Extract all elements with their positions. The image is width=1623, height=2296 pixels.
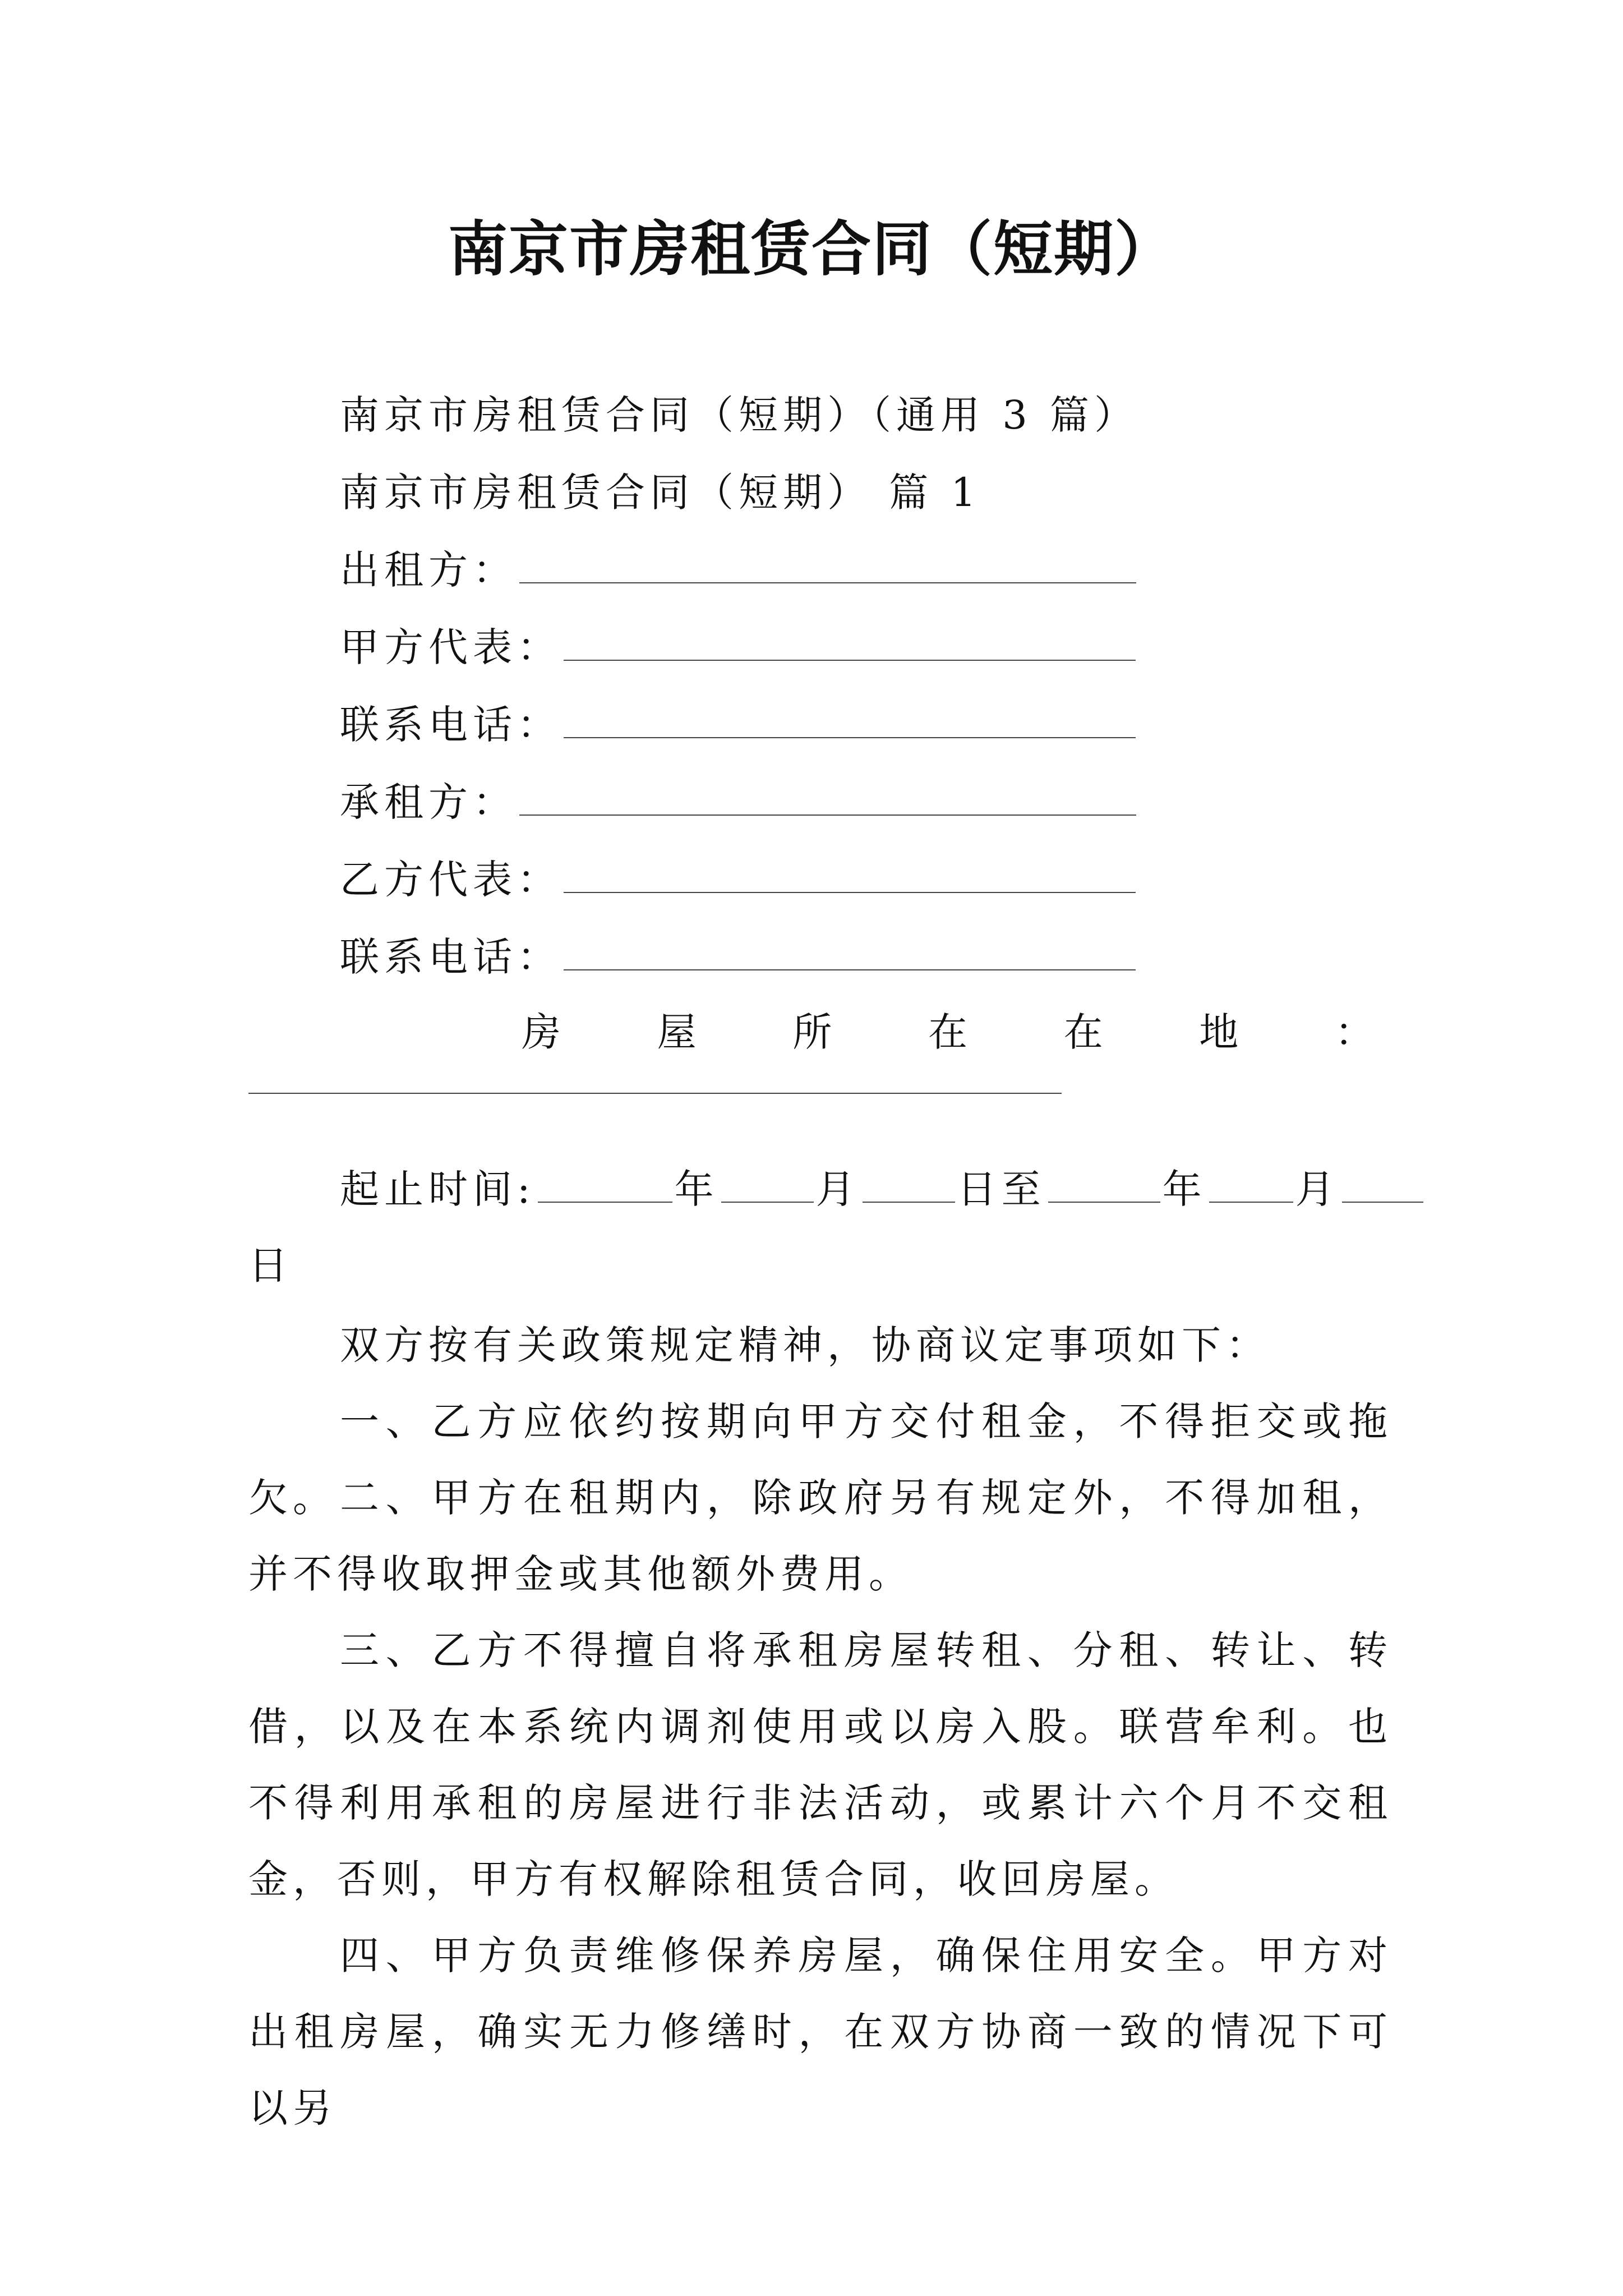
term-field — [340, 1161, 1426, 1217]
party-b-rep-field — [340, 852, 1138, 908]
location-char: ： — [1334, 1009, 1374, 1055]
phone-a-blank[interactable] — [564, 709, 1136, 738]
document-title: 南京市房租赁合同（短期） — [448, 214, 1175, 284]
end-day-blank[interactable] — [1342, 1174, 1423, 1203]
term-day-to: 日至 — [957, 1166, 1046, 1212]
lessor-field — [340, 542, 1138, 598]
section-heading: 南京市房租赁合同（短期） 篇 1 — [340, 470, 981, 516]
term-month2: 月 — [1295, 1166, 1340, 1212]
location-char: 所 — [792, 1009, 832, 1055]
end-month-blank[interactable] — [1209, 1174, 1293, 1203]
end-year-blank[interactable] — [1048, 1174, 1160, 1203]
lessee-field — [340, 774, 1138, 830]
clause-2: 二、甲方在租期内，除政府另有规定外，不得加租，并不得收取押金或其他额外费用。 — [248, 1475, 1393, 1597]
lessor-blank[interactable] — [519, 554, 1136, 583]
term-day-end: 日 — [248, 1243, 293, 1289]
intro-paragraph: 双方按有关政策规定精神，协商议定事项如下： — [340, 1322, 1270, 1368]
location-char: 房 — [522, 1009, 561, 1055]
party-a-rep-field — [340, 619, 1138, 675]
location-char: 屋 — [657, 1009, 697, 1055]
document-subtitle: 南京市房租赁合同（短期）（通用 3 篇） — [340, 392, 1139, 438]
party-a-rep-blank[interactable] — [564, 632, 1136, 661]
phone-a-field — [340, 697, 1138, 753]
location-char: 在 — [1063, 1009, 1103, 1055]
term-year1: 年 — [674, 1166, 719, 1212]
location-blank[interactable] — [248, 1093, 1062, 1094]
lessor-label: 出租方： — [340, 547, 517, 593]
party-b-rep-blank[interactable] — [564, 864, 1136, 893]
phone-b-field — [340, 929, 1138, 985]
party-a-rep-label: 甲方代表： — [340, 624, 561, 670]
term-year2: 年 — [1162, 1166, 1207, 1212]
start-month-blank[interactable] — [721, 1174, 814, 1203]
clause-3: 三、乙方不得擅自将承租房屋转租、分租、转让、转借，以及在本系统内调剂使用或以房入股。联营牟利。也不得利用承租的房屋进行非法活动，或累计六个月不交租金，否则，甲方有权解除租赁合同，收回房屋。 — [248, 1627, 1393, 1902]
phone-b-label: 联系电话： — [340, 934, 561, 980]
term-month1: 月 — [815, 1166, 860, 1212]
location-char: 地 — [1199, 1009, 1239, 1055]
start-day-blank[interactable] — [863, 1174, 955, 1203]
clause-1: 一、乙方应依约按期向甲方交付租金，不得拒交或拖欠。 — [248, 1398, 1393, 1521]
lessee-label: 承租方： — [340, 779, 517, 825]
phone-b-blank[interactable] — [564, 941, 1136, 970]
lessee-blank[interactable] — [519, 786, 1136, 816]
party-b-rep-label: 乙方代表： — [340, 857, 561, 903]
start-year-blank[interactable] — [538, 1174, 672, 1203]
clause-4: 四、甲方负责维修保养房屋，确保住用安全。甲方对出租房屋，确实无力修缮时，在双方协商一致的情况下可以另 — [248, 1932, 1393, 2131]
location-label — [522, 1004, 1374, 1060]
term-label: 起止时间: — [340, 1166, 536, 1212]
phone-a-label: 联系电话： — [340, 702, 561, 748]
location-char: 在 — [928, 1009, 967, 1055]
